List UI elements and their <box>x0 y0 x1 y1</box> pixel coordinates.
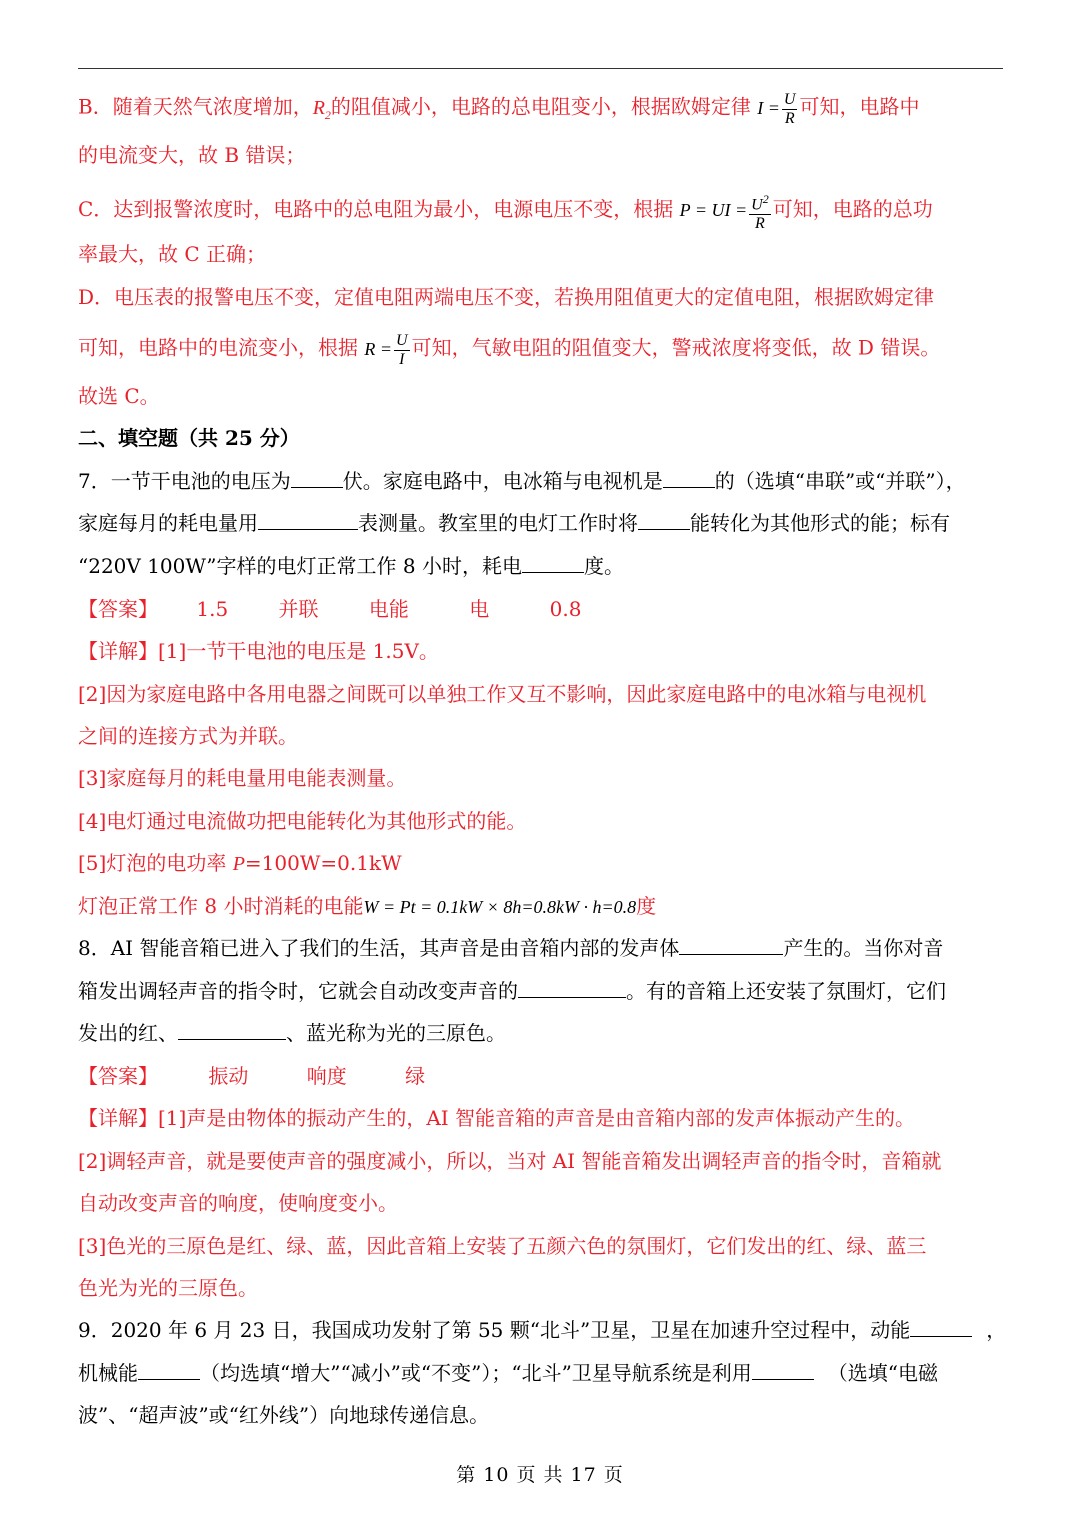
section-heading: 二、填空题（共 25 分） <box>78 426 300 450</box>
blank <box>291 467 343 488</box>
option-d-line2 <box>78 332 1003 369</box>
option-b-suffix: 可知，电路中 <box>799 94 920 119</box>
q7-detail1: 【详解】[1]一节干电池的电压是 1.5V。 <box>78 639 439 663</box>
blank <box>638 509 690 530</box>
q8-detail1: 【详解】[1]声是由物体的振动产生的，AI 智能音箱的声音是由音箱内部的发声体振动产生的。 <box>78 1106 916 1130</box>
q7-detail2b: 之间的连接方式为并联。 <box>78 724 298 748</box>
q7-line1: 7．一节干电池的电压为 伏。家庭电路中，电冰箱与电视机是 的（选填“串联”或“并联”）， <box>78 469 966 493</box>
q8-detail3b: 色光为光的三原色。 <box>78 1276 258 1300</box>
option-b-text: B．随着天然气浓度增加， <box>78 94 313 119</box>
detail-label: 【详解】 <box>78 639 158 663</box>
option-d-suffix: 可知，气敏电阻的阻值变大，警戒浓度将变低，故 D 错误。 <box>411 335 941 360</box>
answer-label: 【答案】 <box>78 1064 158 1088</box>
answer-item: 振动 <box>208 1064 249 1088</box>
power-formula: P = UI = $\frac{U^2}{R}$ <box>679 192 769 233</box>
answer-item: 并联 <box>278 597 319 621</box>
answer-item: 电能 <box>368 597 409 621</box>
blank <box>522 552 584 573</box>
resistance-formula: R = $\frac{U}{I}$ <box>364 332 408 368</box>
q8-answer <box>78 1062 1003 1090</box>
blank <box>258 509 358 530</box>
option-c-text: C．达到报警浓度时，电路中的总电阻为最小，电源电压不变，根据 <box>78 196 674 221</box>
blank <box>178 1019 286 1040</box>
q9-line3: 波”、“超声波”或“红外线”）向地球传递信息。 <box>78 1403 490 1427</box>
q7-line2: 家庭每月的耗电量用 表测量。教室里的电灯工作时将 能转化为其他形式的能；标有 <box>78 511 950 535</box>
option-c-line1 <box>78 190 1003 233</box>
option-c-suffix: 可知，电路的总功 <box>772 196 933 221</box>
option-c-line2: 率最大，故 C 正确； <box>78 242 267 266</box>
page-footer: 第 10 页 共 17 页 <box>456 1464 624 1486</box>
q7-detail3: [3]家庭每月的耗电量用电能表测量。 <box>78 766 407 790</box>
header-rule <box>78 68 1003 69</box>
blank <box>138 1359 200 1380</box>
q7-detail2a: [2]因为家庭电路中各用电器之间既可以单独工作又互不影响，因此家庭电路中的电冰箱与电视机 <box>78 682 927 706</box>
q7-detail4: [4]电灯通过电流做功把电能转化为其他形式的能。 <box>78 809 527 833</box>
answer-label: 【答案】 <box>78 597 158 621</box>
q7-detail5: [5]灯泡的电功率 P=100W=0.1kW <box>78 851 402 875</box>
q7-line3: “220V 100W”字样的电灯正常工作 8 小时，耗电 度。 <box>78 554 624 578</box>
q9-line1: 9．2020 年 6 月 23 日，我国成功发射了第 55 颗“北斗”卫星，卫星在加速升空过程中，动能 ， <box>78 1318 1007 1342</box>
energy-formula: W = Pt = 0.1kW × 8h=0.8kW · h=0.8 <box>363 897 637 917</box>
detail-label: 【详解】 <box>78 1106 158 1130</box>
ohm-formula: I = $\frac{U}{R}$ <box>757 91 796 127</box>
blank <box>910 1316 972 1337</box>
q8-detail2b: 自动改变声音的响度，使响度变小。 <box>78 1191 398 1215</box>
q8-line3: 发出的红、 、蓝光称为光的三原色。 <box>78 1021 506 1045</box>
option-d-line1: D．电压表的报警电压不变，定值电阻两端电压不变，若换用阻值更大的定值电阻，根据欧姆定律 <box>78 285 935 309</box>
r2-symbol: $R_2$ <box>312 96 331 122</box>
blank <box>679 934 783 955</box>
answer-item: 0.8 <box>549 597 582 621</box>
option-b-text-mid: 的阻值减小，电路的总电阻变小，根据欧姆定律 <box>330 94 751 119</box>
q9-line2: 机械能 （均选填“增大”“减小”或“不变”）；“北斗”卫星导航系统是利用 （选填“电磁 <box>78 1361 939 1385</box>
blank <box>518 977 626 998</box>
answer-item: 绿 <box>405 1064 426 1088</box>
option-b-line2: 的电流变大，故 B 错误； <box>78 143 306 167</box>
q8-line2: 箱发出调轻声音的指令时，它就会自动改变声音的 。有的音箱上还安装了氛围灯，它们 <box>78 979 946 1003</box>
blank <box>752 1359 814 1380</box>
q7-detail6: 灯泡正常工作 8 小时消耗的电能W = Pt = 0.1kW × 8h=0.8kW · h=0.8度 <box>78 894 657 918</box>
q8-line1: 8．AI 智能音箱已进入了我们的生活，其声音是由音箱内部的发声体 产生的。当你对音 <box>78 936 944 960</box>
q8-detail2a: [2]调轻声音，就是要使声音的强度减小，所以，当对 AI 智能音箱发出调轻声音的指令时，音箱就 <box>78 1149 942 1173</box>
answer-item: 电 <box>469 597 490 621</box>
choose-answer: 故选 C。 <box>78 384 160 408</box>
q7-answer <box>78 595 1003 623</box>
blank <box>663 467 715 488</box>
option-b-line1 <box>78 91 1003 129</box>
answer-item: 1.5 <box>196 597 229 621</box>
q8-detail3a: [3]色光的三原色是红、绿、蓝，因此音箱上安装了五颜六色的氛围灯，它们发出的红、绿、蓝三 <box>78 1234 927 1258</box>
option-d-text: 可知，电路中的电流变小，根据 <box>78 335 358 360</box>
answer-item: 响度 <box>306 1064 347 1088</box>
